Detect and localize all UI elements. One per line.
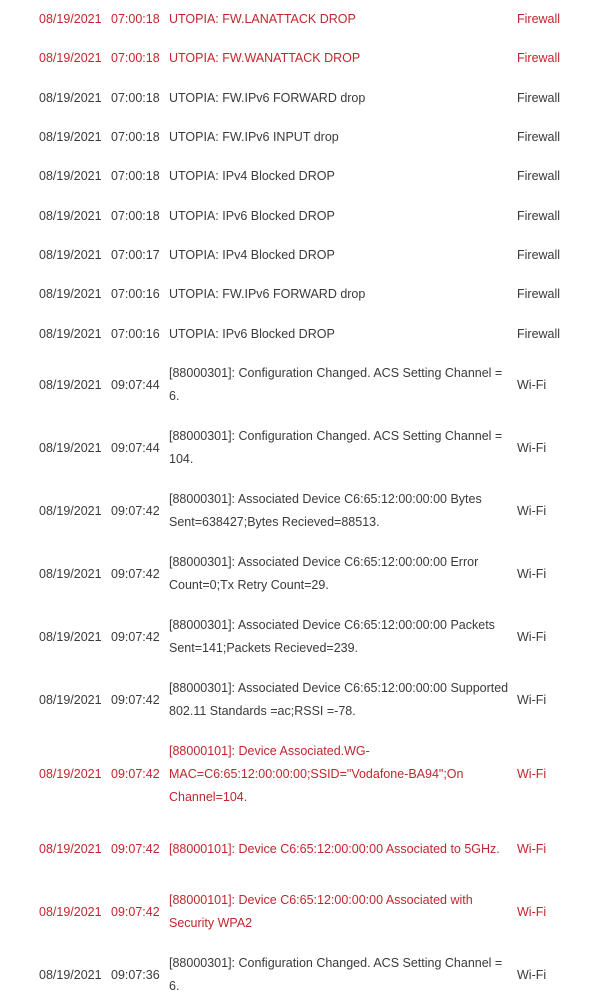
log-type: Wi-Fi [517,377,547,392]
log-time: 09:07:42 [111,692,160,707]
table-row [0,543,607,606]
log-date: 08/19/2021 [39,440,102,455]
log-type: Firewall [517,287,561,302]
log-message: [88000301]: Configuration Changed. ACS Setting Channel = 6. [169,956,503,994]
log-type: Firewall [517,51,561,66]
log-message: [88000101]: Device Associated.WG-MAC=C6:65:12:00:00:00;SSID="Vodafone-BA94";On Channel=104. [169,744,464,805]
log-date: 08/19/2021 [39,566,102,581]
table-row [0,0,607,39]
log-message: [88000301]: Associated Device C6:65:12:00:00:00 Packets Sent=141;Packets Recieved=239. [169,618,495,656]
table-row [0,480,607,543]
log-message: UTOPIA: IPv6 Blocked DROP [169,326,335,341]
log-message: [88000301]: Associated Device C6:65:12:00:00:00 Error Count=0;Tx Retry Count=29. [169,555,479,593]
table-row [0,118,607,157]
log-type: Wi-Fi [517,503,547,518]
table-row [0,157,607,196]
log-time: 07:00:18 [111,208,160,223]
log-date: 08/19/2021 [39,904,102,919]
log-time: 09:07:44 [111,377,160,392]
log-date: 08/19/2021 [39,51,102,66]
log-type: Wi-Fi [517,440,547,455]
log-date: 08/19/2021 [39,12,102,27]
table-row [0,314,607,353]
log-date: 08/19/2021 [39,967,102,982]
log-type: Wi-Fi [517,904,547,919]
log-type: Wi-Fi [517,767,547,782]
log-date: 08/19/2021 [39,692,102,707]
log-message: [88000101]: Device C6:65:12:00:00:00 Associated to 5GHz. [169,841,500,856]
log-time: 07:00:18 [111,130,160,145]
log-message: UTOPIA: FW.IPv6 INPUT drop [169,130,339,145]
log-type: Wi-Fi [517,841,547,856]
table-row [0,417,607,480]
log-time: 07:00:16 [111,326,160,341]
log-type: Wi-Fi [517,629,547,644]
log-message: UTOPIA: FW.LANATTACK DROP [169,12,356,27]
log-message: UTOPIA: IPv4 Blocked DROP [169,247,335,262]
log-type: Firewall [517,247,561,262]
log-type: Firewall [517,208,561,223]
table-row [0,669,607,732]
log-date: 08/19/2021 [39,503,102,518]
log-type: Wi-Fi [517,692,547,707]
table-row [0,236,607,275]
log-date: 08/19/2021 [39,377,102,392]
log-time: 07:00:17 [111,247,160,262]
log-time: 07:00:18 [111,90,160,105]
log-time: 07:00:18 [111,51,160,66]
log-type: Firewall [517,130,561,145]
log-type: Firewall [517,169,561,184]
log-time: 09:07:42 [111,904,160,919]
log-message: [88000301]: Associated Device C6:65:12:00:00:00 Bytes Sent=638427;Bytes Recieved=88513. [169,492,482,530]
log-type: Wi-Fi [517,967,547,982]
log-date: 08/19/2021 [39,169,102,184]
log-date: 08/19/2021 [39,767,102,782]
log-time: 09:07:42 [111,841,160,856]
log-date: 08/19/2021 [39,326,102,341]
log-time: 09:07:44 [111,440,160,455]
log-time: 09:07:42 [111,566,160,581]
log-date: 08/19/2021 [39,130,102,145]
table-row [0,275,607,314]
log-time: 07:00:16 [111,287,160,302]
table-row [0,732,607,818]
log-type: Firewall [517,90,561,105]
log-date: 08/19/2021 [39,629,102,644]
table-row [0,944,607,1007]
log-date: 08/19/2021 [39,287,102,302]
log-date: 08/19/2021 [39,247,102,262]
log-date: 08/19/2021 [39,90,102,105]
log-message: UTOPIA: IPv4 Blocked DROP [169,169,335,184]
log-message: UTOPIA: FW.IPv6 FORWARD drop [169,90,366,105]
log-time: 09:07:42 [111,503,160,518]
table-row [0,606,607,669]
table-row [0,818,607,881]
log-date: 08/19/2021 [39,841,102,856]
table-row [0,79,607,118]
log-type: Firewall [517,12,561,27]
log-message: [88000101]: Device C6:65:12:00:00:00 Associated with Security WPA2 [169,893,473,931]
table-row [0,39,607,78]
log-time: 09:07:42 [111,767,160,782]
log-time: 09:07:42 [111,629,160,644]
log-time: 07:00:18 [111,12,160,27]
log-message: [88000301]: Configuration Changed. ACS Setting Channel = 6. [169,366,503,404]
log-message: [88000301]: Associated Device C6:65:12:00:00:00 Supported 802.11 Standards =ac;RSSI =-78. [169,681,509,719]
log-time: 07:00:18 [111,169,160,184]
table-row [0,196,607,235]
log-message: UTOPIA: IPv6 Blocked DROP [169,208,335,223]
log-time: 09:07:36 [111,967,160,982]
table-row [0,354,607,417]
log-message: UTOPIA: FW.WANATTACK DROP [169,51,361,66]
table-row [0,881,607,944]
log-message: [88000301]: Configuration Changed. ACS Setting Channel = 104. [169,429,503,467]
log-message: UTOPIA: FW.IPv6 FORWARD drop [169,287,366,302]
log-date: 08/19/2021 [39,208,102,223]
log-type: Firewall [517,326,561,341]
log-type: Wi-Fi [517,566,547,581]
